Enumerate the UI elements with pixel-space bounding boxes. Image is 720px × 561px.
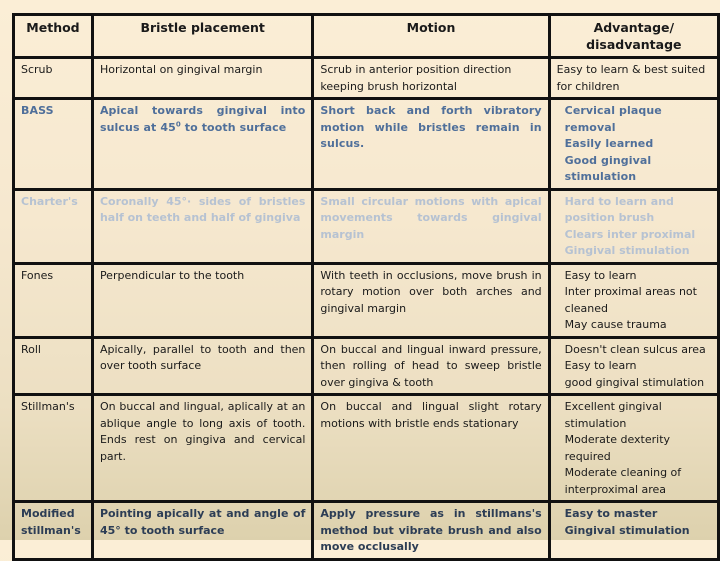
advantage-line: Gingival stimulation xyxy=(564,523,690,537)
method-cell: Scrub xyxy=(14,58,93,99)
advantage-cell xyxy=(549,395,718,502)
degree-superscript: 0 xyxy=(175,119,181,128)
advantage-line: Good gingival stimulation xyxy=(564,153,652,183)
table-row-bass xyxy=(14,99,719,190)
advantage-cell xyxy=(549,99,718,190)
motion-cell: With teeth in occlusions, move brush in rotary motion over both arches and gingival margin xyxy=(313,263,549,337)
advantage-cell xyxy=(549,58,718,99)
table-row-scrub xyxy=(14,58,719,99)
header-advantage: Advantage/ disadvantage xyxy=(549,15,718,58)
toothbrushing-methods-table xyxy=(12,13,720,561)
bristle-cell: Apically, parallel to tooth and then over tooth surface xyxy=(92,337,312,395)
header-method: Method xyxy=(14,15,93,58)
table-row-fones xyxy=(14,263,719,337)
motion-cell: Apply pressure as in stillmans's method but vibrate brush and also move occlusally xyxy=(313,502,549,560)
method-cell: Charter's xyxy=(14,189,93,263)
bristle-cell: On buccal and lingual, aplically at an ablique angle to long axis of tooth. Ends rest on gingiva and cervical part. xyxy=(92,395,312,502)
motion-cell: Small circular motions with apical movements towards gingival margin xyxy=(313,189,549,263)
header-row xyxy=(14,15,719,58)
advantage-line: Moderate cleaning of interproximal area xyxy=(564,466,682,496)
advantage-line: Easy to learn & best suited for children xyxy=(556,63,706,93)
advantage-line: Moderate dexterity required xyxy=(564,433,671,463)
advantage-line: Easy to master xyxy=(564,507,658,520)
method-cell: Modified stillman's xyxy=(14,502,93,560)
advantage-line: Easily learned xyxy=(564,137,654,150)
bristle-cell: Coronally 45°· sides of bristles half on teeth and half of gingiva xyxy=(92,189,312,263)
advantage-cell xyxy=(549,337,718,395)
motion-cell: On buccal and lingual slight rotary motions with bristle ends stationary xyxy=(313,395,549,502)
bristle-cell xyxy=(92,99,312,190)
motion-cell: On buccal and lingual inward pressure, then rolling of head to sweep bristle over gingiva & tooth xyxy=(313,337,549,395)
advantage-line: May cause trauma xyxy=(564,318,667,331)
table-row-charters xyxy=(14,189,719,263)
header-bristle-placement: Bristle placement xyxy=(92,15,312,58)
advantage-line: Cervical plaque removal xyxy=(564,104,662,134)
advantage-line: good gingival stimulation xyxy=(564,375,705,389)
advantage-cell xyxy=(549,502,718,560)
motion-cell: Short back and forth vibratory motion while bristles remain in sulcus. xyxy=(313,99,549,190)
bristle-text-suffix: to tooth surface xyxy=(180,120,287,134)
advantage-line: Excellent gingival stimulation xyxy=(564,400,662,430)
advantage-line: Doesn't clean sulcus area xyxy=(564,342,706,356)
advantage-line: Clears inter proximal xyxy=(564,227,696,241)
advantage-line: Inter proximal areas not cleaned xyxy=(564,285,697,315)
advantage-cell xyxy=(549,189,718,263)
bristle-cell: Pointing apically at and angle of 45° to tooth surface xyxy=(92,502,312,560)
method-cell: Stillman's xyxy=(14,395,93,502)
bristle-text: Apical towards gingival into sulcus at 45 xyxy=(99,104,306,134)
bristle-cell: Horizontal on gingival margin xyxy=(92,58,312,99)
advantage-line: Gingival stimulation xyxy=(564,244,690,257)
motion-cell: Scrub in anterior position direction keeping brush horizontal xyxy=(313,58,549,99)
table-row-modified-stillmans xyxy=(14,502,719,560)
method-cell: Fones xyxy=(14,263,93,337)
method-cell: BASS xyxy=(14,99,93,190)
advantage-line: Easy to learn xyxy=(564,268,637,282)
table-row-roll xyxy=(14,337,719,395)
advantage-line: Hard to learn and position brush xyxy=(564,194,674,224)
method-cell: Roll xyxy=(14,337,93,395)
advantage-line: Easy to learn xyxy=(564,359,637,372)
advantage-cell xyxy=(549,263,718,337)
table-row-stillmans xyxy=(14,395,719,502)
header-motion: Motion xyxy=(313,15,549,58)
bristle-cell: Perpendicular to the tooth xyxy=(92,263,312,337)
